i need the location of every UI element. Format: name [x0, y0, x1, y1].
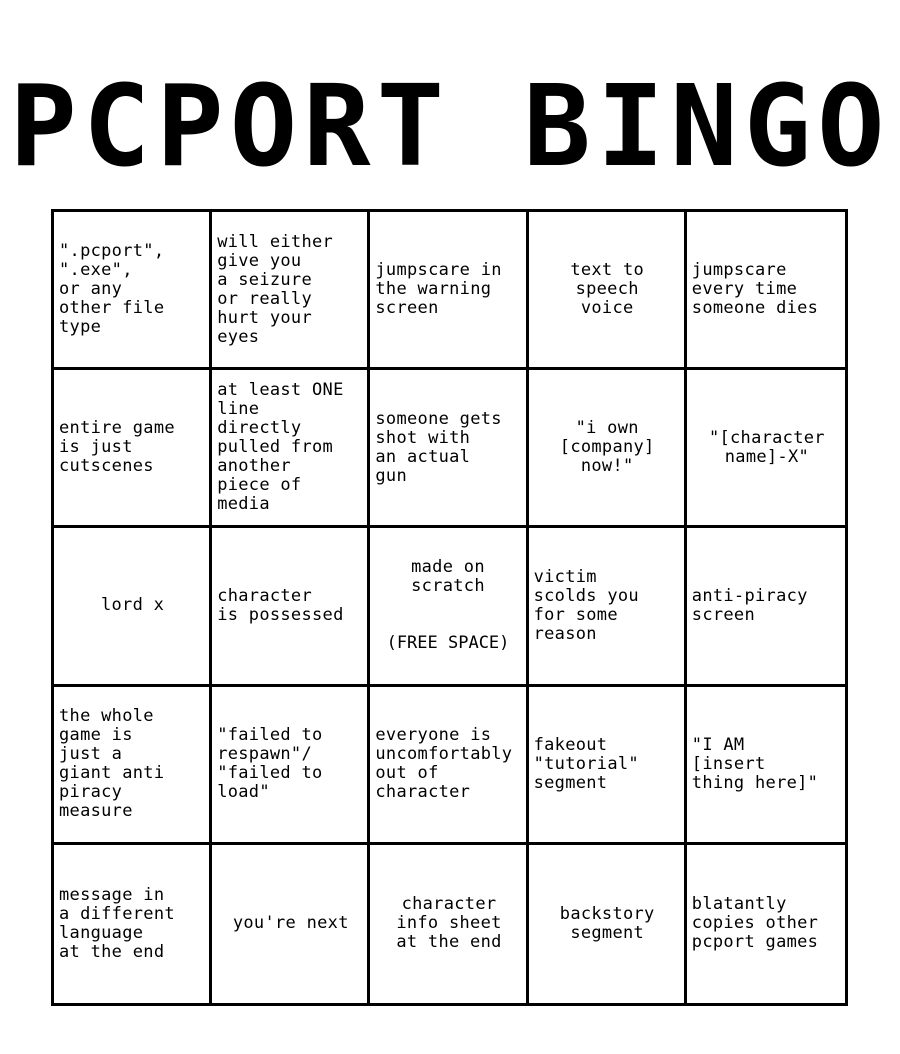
bingo-cell[interactable]	[54, 528, 212, 686]
bingo-cell[interactable]	[687, 528, 845, 686]
bingo-cell-text: backstory segment	[559, 903, 655, 943]
bingo-cell-text: "[character name]-X"	[708, 427, 825, 467]
bingo-cell-text: fakeout "tutorial" segment	[533, 734, 639, 793]
bingo-cell-text: message in a different language at the end	[59, 884, 175, 962]
bingo-cell-text: "failed to respawn"/ "failed to load"	[217, 725, 323, 803]
bingo-cell[interactable]	[54, 845, 212, 1003]
bingo-cell[interactable]	[687, 845, 845, 1003]
bingo-cell-text: victim scolds you for some reason	[533, 566, 639, 644]
bingo-board	[51, 209, 848, 1006]
bingo-cell-text: anti-piracy screen	[691, 585, 808, 625]
bingo-cell[interactable]	[370, 212, 528, 370]
bingo-cell-text: jumpscare in the warning screen	[375, 260, 502, 319]
bingo-cell-text: will either give you a seizure or really hurt your eyes	[217, 231, 334, 347]
bingo-cell[interactable]	[529, 845, 687, 1003]
bingo-cell-text: entire game is just cutscenes	[59, 418, 175, 477]
free-space-label: (FREE SPACE)	[386, 633, 510, 654]
bingo-cell[interactable]	[212, 845, 370, 1003]
bingo-cell-text: ".pcport", ".exe", or any other file type	[59, 241, 165, 338]
bingo-cell[interactable]	[54, 687, 212, 845]
bingo-cell[interactable]	[370, 845, 528, 1003]
bingo-cell-text: someone gets shot with an actual gun	[375, 408, 502, 486]
bingo-cell[interactable]	[687, 687, 845, 845]
bingo-cell-text: lord x	[100, 595, 165, 616]
bingo-cell-text: "I AM [insert thing here]"	[691, 734, 819, 793]
bingo-cell[interactable]	[529, 212, 687, 370]
bingo-cell[interactable]	[370, 687, 528, 845]
free-space-cell[interactable]	[370, 528, 528, 686]
bingo-cell-text: everyone is uncomfortably out of character	[375, 725, 513, 803]
bingo-cell-text: "i own [company] now!"	[559, 418, 655, 477]
bingo-cell[interactable]	[212, 687, 370, 845]
bingo-cell[interactable]	[212, 528, 370, 686]
bingo-cell-text: made on scratch	[411, 557, 485, 597]
bingo-cell-text: the whole game is just a giant anti piracy measure	[59, 706, 165, 822]
page-title: PCPORT BINGO	[9, 62, 891, 192]
bingo-cell-text: jumpscare every time someone dies	[691, 260, 819, 319]
bingo-cell-text: at least ONE line directly pulled from another piece of media	[217, 380, 344, 515]
bingo-cell[interactable]	[529, 687, 687, 845]
bingo-cell[interactable]	[529, 370, 687, 528]
bingo-cell-text: text to speech voice	[570, 260, 645, 319]
bingo-cell[interactable]	[212, 212, 370, 370]
bingo-cell[interactable]	[370, 370, 528, 528]
bingo-cell-text: you're next	[232, 913, 349, 934]
bingo-cell[interactable]	[212, 370, 370, 528]
bingo-cell-text: character info sheet at the end	[396, 894, 502, 953]
bingo-cell[interactable]	[687, 212, 845, 370]
bingo-cell[interactable]	[54, 212, 212, 370]
bingo-cell[interactable]	[54, 370, 212, 528]
bingo-cell[interactable]	[529, 528, 687, 686]
bingo-cell-text: blatantly copies other pcport games	[691, 894, 819, 953]
bingo-cell-text: character is possessed	[217, 585, 344, 625]
bingo-cell[interactable]	[687, 370, 845, 528]
